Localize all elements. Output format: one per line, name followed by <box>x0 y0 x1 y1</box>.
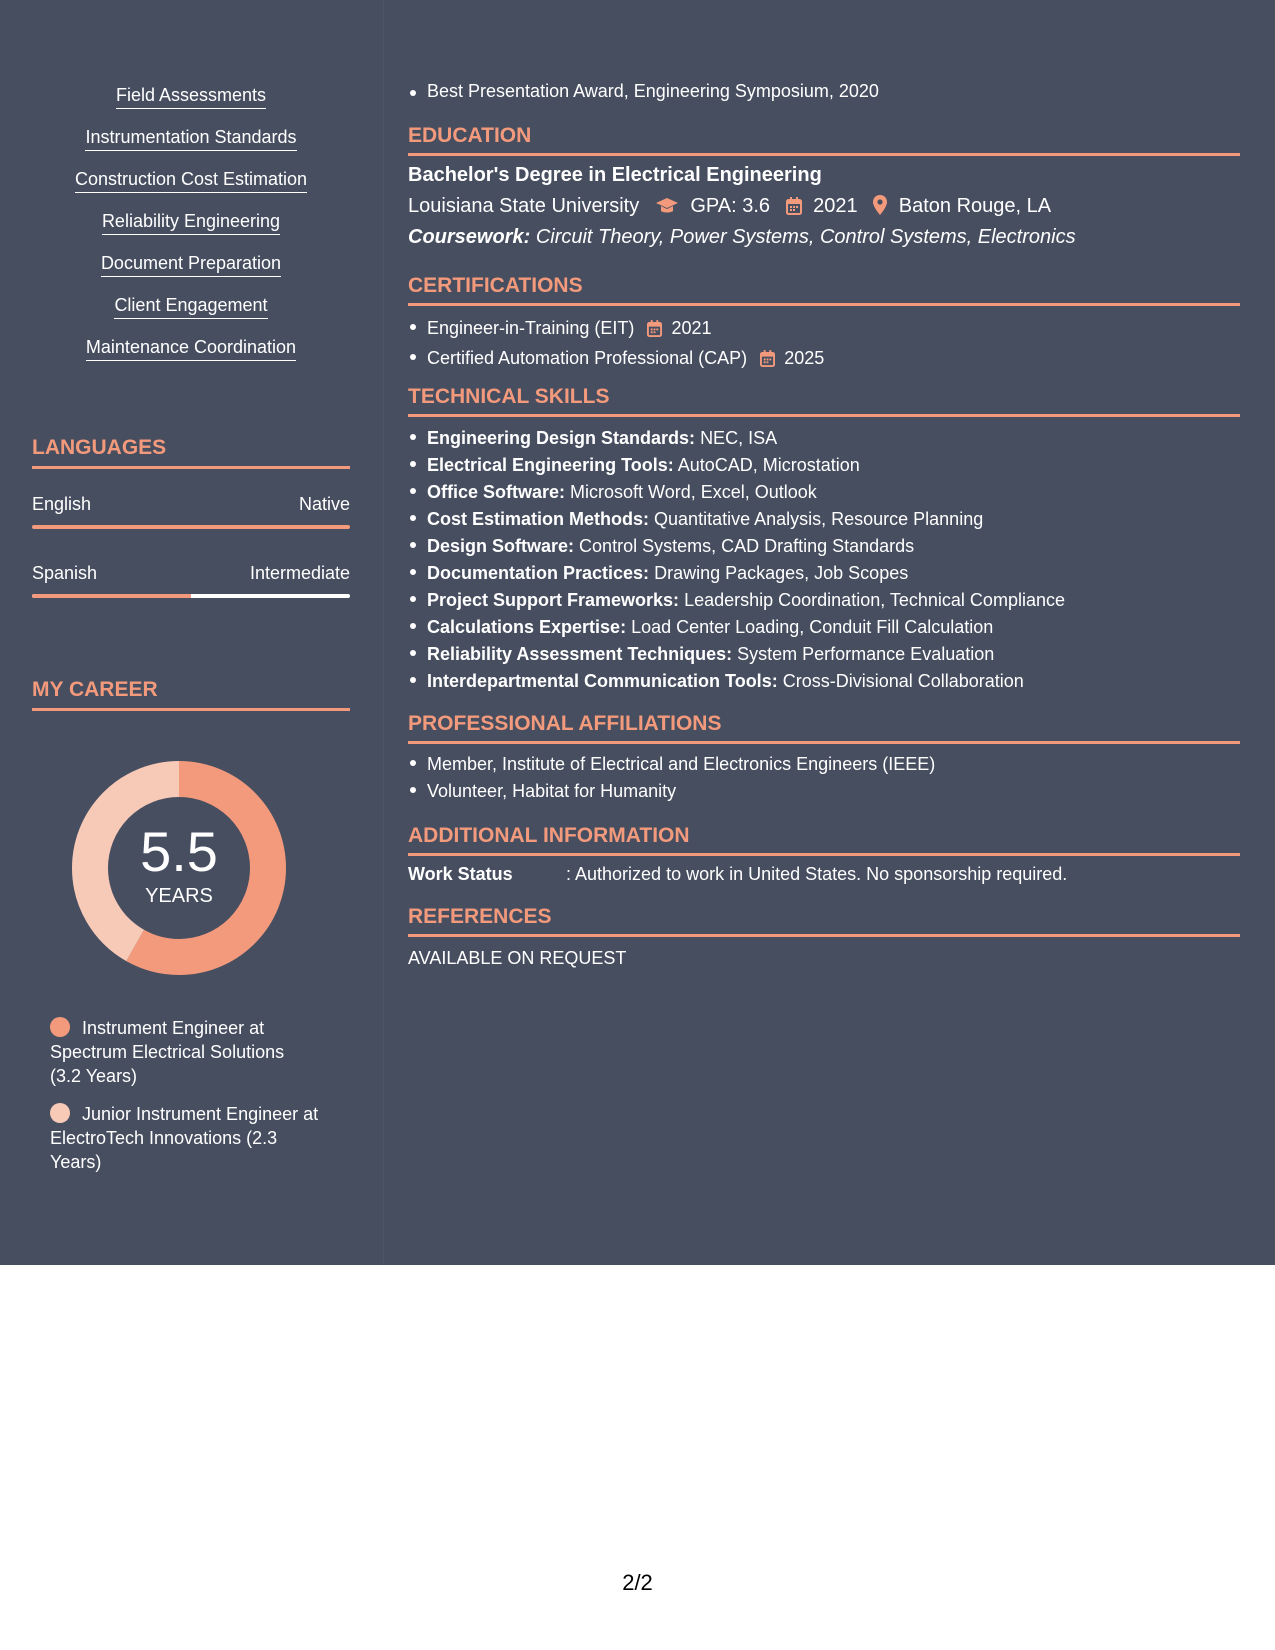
technical-skill-item <box>408 533 1065 560</box>
legend-label: Instrument Engineer at Spectrum Electrical Solutions (3.2 Years) <box>50 1018 285 1086</box>
skill-item: Field Assessments <box>116 84 266 109</box>
career-total <box>66 820 292 908</box>
certification-item <box>408 345 824 375</box>
skill-item: Instrumentation Standards <box>85 126 296 151</box>
skill-category: Office Software: <box>427 482 566 502</box>
affiliation-item: Volunteer, Habitat for Humanity <box>408 778 935 805</box>
language-row-spanish <box>32 563 350 584</box>
skill-category: Calculations Expertise: <box>427 617 627 637</box>
certifications-list <box>408 315 824 375</box>
legend-dot <box>50 1103 70 1123</box>
calendar-icon <box>760 348 775 375</box>
degree-title: Bachelor's Degree in Electrical Engineering <box>408 164 822 186</box>
career-legend-item <box>50 1016 320 1088</box>
sidebar <box>0 0 384 1265</box>
calendar-icon <box>647 318 662 345</box>
career-heading: MY CAREER <box>32 678 350 711</box>
skill-item: Construction Cost Estimation <box>75 168 307 193</box>
location-pin-icon <box>873 195 887 221</box>
skill-item: Maintenance Coordination <box>86 336 296 361</box>
affiliations-list <box>408 751 935 805</box>
references-text: AVAILABLE ON REQUEST <box>408 948 627 968</box>
skill-item: Document Preparation <box>101 252 281 277</box>
skill-value: System Performance Evaluation <box>737 644 995 664</box>
skill-list <box>32 84 350 378</box>
skill-value: Quantitative Analysis, Resource Planning <box>654 509 984 529</box>
certification-name: Certified Automation Professional (CAP) <box>427 348 748 368</box>
calendar-icon <box>786 197 802 221</box>
skill-value: Control Systems, CAD Drafting Standards <box>579 536 915 556</box>
language-name: English <box>32 494 92 514</box>
skill-category: Documentation Practices: <box>427 563 650 583</box>
work-status-label: Work Status <box>408 864 513 884</box>
skill-value: Microsoft Word, Excel, Outlook <box>570 482 817 502</box>
languages-heading: LANGUAGES <box>32 436 350 469</box>
skill-value: Load Center Loading, Conduit Fill Calculation <box>631 617 994 637</box>
language-bar-spanish <box>32 594 350 598</box>
language-bar-english <box>32 525 350 529</box>
technical-skill-item <box>408 452 1065 479</box>
page-number: 2/2 <box>622 1570 653 1595</box>
skill-category: Interdepartmental Communication Tools: <box>427 671 778 691</box>
school-location: Baton Rouge, LA <box>898 195 1052 217</box>
legend-label: Junior Instrument Engineer at ElectroTech Innovations (2.3 Years) <box>50 1104 319 1172</box>
skill-value: AutoCAD, Microstation <box>677 455 860 475</box>
skill-category: Design Software: <box>427 536 575 556</box>
language-level: Intermediate <box>249 563 350 583</box>
language-bar-fill <box>32 525 350 529</box>
certifications-heading: CERTIFICATIONS <box>408 274 1240 306</box>
coursework-label: Coursework: <box>408 226 531 248</box>
technical-skill-item <box>408 425 1065 452</box>
skill-value: Cross-Divisional Collaboration <box>782 671 1024 691</box>
certification-year: 2025 <box>784 348 825 368</box>
work-status-row <box>408 864 1067 885</box>
skill-category: Cost Estimation Methods: <box>427 509 650 529</box>
skill-item: Client Engagement <box>114 294 267 319</box>
graduation-cap-icon <box>655 197 679 221</box>
education-heading: EDUCATION <box>408 124 1240 156</box>
technical-skill-item <box>408 641 1065 668</box>
affiliations-heading: PROFESSIONAL AFFILIATIONS <box>408 712 1240 744</box>
additional-info-heading: ADDITIONAL INFORMATION <box>408 824 1240 856</box>
technical-skill-item <box>408 614 1065 641</box>
career-total-value: 5.5 <box>140 820 218 883</box>
awards-list <box>408 81 879 102</box>
technical-skill-item <box>408 506 1065 533</box>
skill-value: Drawing Packages, Job Scopes <box>654 563 909 583</box>
work-status-value: : Authorized to work in United States. No sponsorship required. <box>566 864 1068 884</box>
language-name: Spanish <box>32 563 98 583</box>
technical-skills-list <box>408 425 1065 695</box>
skill-category: Reliability Assessment Techniques: <box>427 644 733 664</box>
skill-value: Leadership Coordination, Technical Compliance <box>684 590 1065 610</box>
legend-dot <box>50 1017 70 1037</box>
technical-skill-item <box>408 560 1065 587</box>
career-legend-item <box>50 1102 320 1174</box>
language-level: Native <box>298 494 350 514</box>
certification-name: Engineer-in-Training (EIT) <box>427 318 635 338</box>
references-heading: REFERENCES <box>408 905 1240 937</box>
technical-skill-item <box>408 668 1065 695</box>
skill-category: Engineering Design Standards: <box>427 428 696 448</box>
skill-value: NEC, ISA <box>700 428 778 448</box>
language-bar-fill <box>32 594 191 598</box>
skill-item: Reliability Engineering <box>102 210 280 235</box>
technical-skills-heading: TECHNICAL SKILLS <box>408 385 1240 417</box>
skill-category: Electrical Engineering Tools: <box>427 455 674 475</box>
skill-category: Project Support Frameworks: <box>427 590 680 610</box>
certification-item <box>408 315 824 345</box>
language-row-english <box>32 494 350 515</box>
affiliation-item: Member, Institute of Electrical and Electronics Engineers (IEEE) <box>408 751 935 778</box>
technical-skill-item <box>408 587 1065 614</box>
award-item: Best Presentation Award, Engineering Symposium, 2020 <box>408 81 879 102</box>
coursework-list: Circuit Theory, Power Systems, Control Systems, Electronics <box>535 226 1076 248</box>
technical-skill-item <box>408 479 1065 506</box>
gpa: GPA: 3.6 <box>690 195 771 217</box>
career-total-unit: YEARS <box>145 885 213 907</box>
coursework <box>408 226 1076 249</box>
school-name: Louisiana State University <box>408 195 640 217</box>
education-details <box>408 195 1051 221</box>
graduation-year: 2021 <box>813 195 858 217</box>
certification-year: 2021 <box>671 318 712 338</box>
